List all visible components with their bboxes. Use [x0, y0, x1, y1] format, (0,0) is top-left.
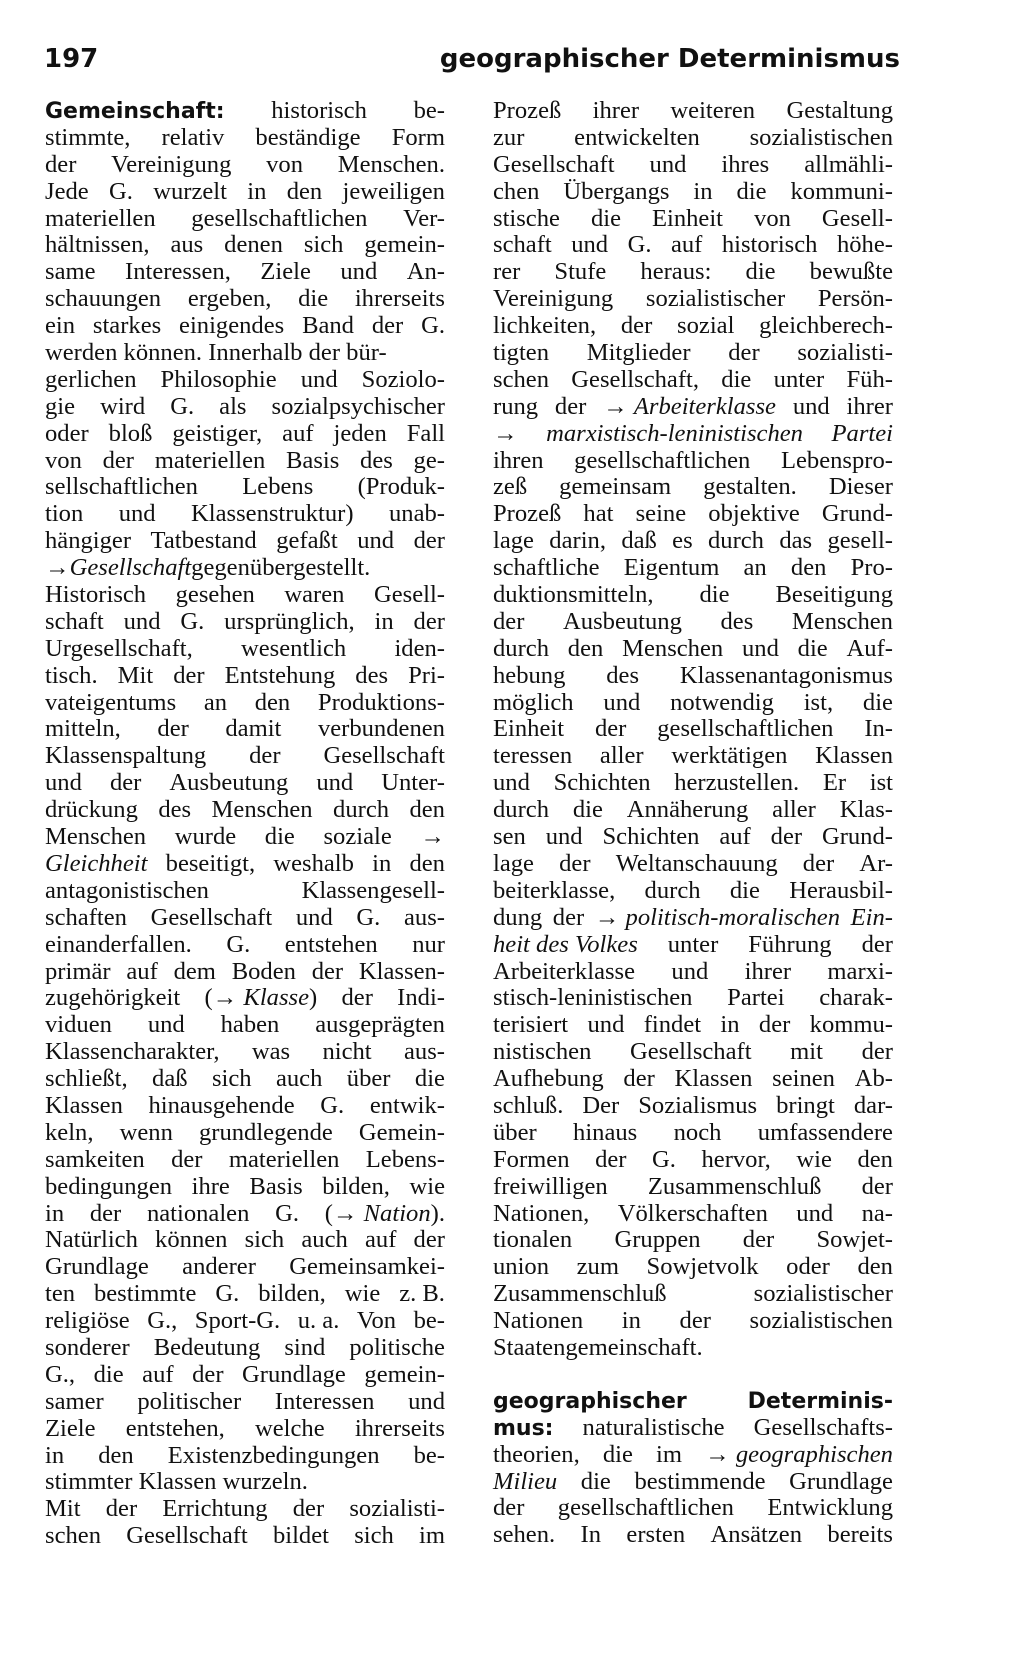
left-column-line: Klassen hinausgehende G. entwik-: [45, 1091, 445, 1119]
left-column-line: gie wird G. als sozialpsychischer: [45, 392, 445, 420]
right-column-line: zeß gemeinsam gestalten. Dieser: [493, 473, 893, 501]
left-column-line: Grundlage anderer Gemeinsamkei-: [45, 1253, 445, 1281]
right-column-line: ihren gesellschaftlichen Lebenspro-: [493, 446, 893, 474]
left-column-line: samer politischer Interessen und: [45, 1387, 445, 1415]
right-column-line: stische die Einheit von Gesell-: [493, 204, 893, 232]
right-column-line: hebung des Klassenantagonismus: [493, 661, 893, 689]
left-column-line: Klassencharakter, was nicht aus-: [45, 1038, 445, 1066]
right-column-line: geographischer Determinis-: [493, 1388, 893, 1414]
right-column-line: Zusammenschluß sozialistischer: [493, 1280, 893, 1308]
left-column-line: sellschaftlichen Lebens (Produk-: [45, 473, 445, 501]
right-column-line: mus: naturalistische Gesellschafts-: [493, 1413, 893, 1441]
right-column-line: Vereinigung sozialistischer Persön-: [493, 285, 893, 313]
right-column-line: möglich und notwendig ist, die: [493, 688, 893, 716]
left-column-line: Ziele entstehen, welche ihrerseits: [45, 1414, 445, 1442]
right-column-line: durch die Annäherung aller Klas-: [493, 796, 893, 824]
right-column-line: Formen der G. hervor, wie den: [493, 1145, 893, 1173]
left-column-line: primär auf dem Boden der Klassen-: [45, 957, 445, 985]
left-column-line: ein starkes einigendes Band der G.: [45, 312, 445, 340]
left-column-line: schen Gesellschaft bildet sich im: [45, 1522, 445, 1550]
left-column-line: vateigentums an den Produktions-: [45, 688, 445, 716]
right-column-line: tigten Mitglieder der sozialisti-: [493, 339, 893, 367]
left-column-line: hältnissen, aus denen sich gemein-: [45, 231, 445, 259]
left-column-line: Historisch gesehen waren Gesell-: [45, 581, 445, 609]
right-column-line: teressen aller werktätigen Klassen: [493, 742, 893, 770]
left-column-line: einanderfallen. G. entstehen nur: [45, 930, 445, 958]
right-column-line: lage der Weltanschauung der Ar-: [493, 849, 893, 877]
right-column-line: Arbeiterklasse und ihrer marxi-: [493, 957, 893, 985]
right-column-line: dung der → politisch-moralischen Ein-: [493, 903, 893, 931]
left-column-line: schauungen ergeben, die ihrerseits: [45, 285, 445, 313]
left-column-line: und der Ausbeutung und Unter-: [45, 769, 445, 797]
right-column-line: heit des Volkes unter Führung der: [493, 930, 893, 958]
left-column: [45, 98, 445, 1550]
left-column-line: in den Existenzbedingungen be-: [45, 1441, 445, 1469]
left-column-line: oder bloß geistiger, auf jeden Fall: [45, 419, 445, 447]
right-column-line: freiwilligen Zusammenschluß der: [493, 1172, 893, 1200]
right-column-line: sen und Schichten auf der Grund-: [493, 823, 893, 851]
left-column-line: keln, wenn grundlegende Gemein-: [45, 1118, 445, 1146]
right-column-line: Nationen in der sozialistischen: [493, 1307, 893, 1335]
right-column-line: und Schichten herzustellen. Er ist: [493, 769, 893, 797]
left-column-line: stimmter Klassen wurzeln.: [45, 1468, 308, 1496]
left-column-line: Jede G. wurzelt in den jeweiligen: [45, 177, 445, 205]
right-column-line: theorien, die im → geographischen: [493, 1440, 893, 1468]
right-column-line: Prozeß hat seine objektive Grund-: [493, 500, 893, 528]
left-column-line: Natürlich können sich auch auf der: [45, 1226, 445, 1254]
left-column-line: Gleichheit beseitigt, weshalb in den: [45, 849, 445, 877]
right-column-line: schluß. Der Sozialismus bringt dar-: [493, 1091, 893, 1119]
running-title: geographischer Determinismus: [439, 44, 900, 74]
right-column-line: rer Stufe heraus: die bewußte: [493, 258, 893, 286]
left-column-line: werden können. Innerhalb der bür-: [45, 339, 387, 367]
left-column-line: religiöse G., Sport-G. u. a. Von be-: [45, 1307, 445, 1335]
right-column-line: terisiert und findet in der kommu-: [493, 1011, 893, 1039]
left-column-line: bedingungen ihre Basis bilden, wie: [45, 1172, 445, 1200]
left-column-line: samkeiten der materiellen Lebens-: [45, 1145, 445, 1173]
right-column-line: durch den Menschen und die Auf-: [493, 634, 893, 662]
left-column-line: der Vereinigung von Menschen.: [45, 150, 445, 178]
left-column-line: hängiger Tatbestand gefaßt und der: [45, 527, 445, 555]
right-column-line: Prozeß ihrer weiteren Gestaltung: [493, 97, 893, 124]
left-column-line: Menschen wurde die soziale →: [45, 823, 445, 851]
left-column-line: same Interessen, Ziele und An-: [45, 258, 445, 286]
left-column-line: tion und Klassenstruktur) unab-: [45, 500, 445, 528]
left-column-line: → Gesellschaft gegenübergestellt.: [45, 554, 371, 582]
left-column-line: stimmte, relativ beständige Form: [45, 123, 445, 151]
right-column-line: duktionsmitteln, die Beseitigung: [493, 581, 893, 609]
right-column-line: Einheit der gesellschaftlichen In-: [493, 715, 893, 743]
right-column-line: union zum Sowjetvolk oder den: [493, 1253, 893, 1281]
right-column-line: Staatengemeinschaft.: [493, 1333, 703, 1361]
right-column: [493, 98, 893, 1549]
page-number: 197: [44, 44, 99, 74]
right-column-line: chen Übergangs in die kommuni-: [493, 177, 893, 205]
left-column-line: antagonistischen Klassengesell-: [45, 876, 445, 904]
right-column-line: rung der → Arbeiterklasse und ihrer: [493, 392, 893, 420]
entry-gap: [493, 1362, 893, 1388]
right-column-line: beiterklasse, durch die Herausbil-: [493, 876, 893, 904]
right-column-line: zur entwickelten sozialistischen: [493, 123, 893, 151]
left-column-line: schaften Gesellschaft und G. aus-: [45, 903, 445, 931]
left-column-line: Mit der Errichtung der sozialisti-: [45, 1495, 445, 1523]
right-column-line: der gesellschaftlichen Entwicklung: [493, 1494, 893, 1522]
left-column-line: Klassenspaltung der Gesellschaft: [45, 742, 445, 770]
right-column-line: lichkeiten, der sozial gleichberech-: [493, 312, 893, 340]
left-column-line: drückung des Menschen durch den: [45, 796, 445, 824]
right-column-line: Nationen, Völkerschaften und na-: [493, 1199, 893, 1227]
right-column-line: lage darin, daß es durch das gesell-: [493, 527, 893, 555]
left-column-line: mitteln, der damit verbundenen: [45, 715, 445, 743]
right-column-line: schen Gesellschaft, die unter Füh-: [493, 365, 893, 393]
right-column-line: Aufhebung der Klassen seinen Ab-: [493, 1065, 893, 1093]
left-column-line: materiellen gesellschaftlichen Ver-: [45, 204, 445, 232]
left-column-line: viduen und haben ausgeprägten: [45, 1011, 445, 1039]
right-column-line: Milieu die bestimmende Grundlage: [493, 1467, 893, 1495]
right-column-line: schaftliche Eigentum an den Pro-: [493, 554, 893, 582]
right-column-line: tionalen Gruppen der Sowjet-: [493, 1226, 893, 1254]
left-column-line: ten bestimmte G. bilden, wie z. B.: [45, 1280, 445, 1308]
left-column-line: Urgesellschaft, wesentlich iden-: [45, 634, 445, 662]
left-column-line: sonderer Bedeutung sind politische: [45, 1333, 445, 1361]
right-column-line: stisch-leninistischen Partei charak-: [493, 984, 893, 1012]
left-column-line: tisch. Mit der Entstehung des Pri-: [45, 661, 445, 689]
left-column-line: Gemeinschaft: historisch be-: [45, 97, 445, 124]
left-column-line: zugehörigkeit (→ Klasse) der Indi-: [45, 984, 445, 1012]
left-column-line: in der nationalen G. (→ Nation).: [45, 1199, 445, 1227]
right-column-line: der Ausbeutung des Menschen: [493, 607, 893, 635]
right-column-line: sehen. In ersten Ansätzen bereits: [493, 1521, 893, 1549]
left-column-line: schaft und G. ursprünglich, in der: [45, 607, 445, 635]
right-column-line: nistischen Gesellschaft mit der: [493, 1038, 893, 1066]
left-column-line: von der materiellen Basis des ge-: [45, 446, 445, 474]
left-column-line: G., die auf der Grundlage gemein-: [45, 1360, 445, 1388]
left-column-line: schließt, daß sich auch über die: [45, 1065, 445, 1093]
right-column-line: → marxistisch-leninistischen Partei: [493, 419, 893, 447]
right-column-line: schaft und G. auf historisch höhe-: [493, 231, 893, 259]
right-column-line: über hinaus noch umfassendere: [493, 1118, 893, 1146]
right-column-line: Gesellschaft und ihres allmähli-: [493, 150, 893, 178]
left-column-line: gerlichen Philosophie und Soziolo-: [45, 365, 445, 393]
